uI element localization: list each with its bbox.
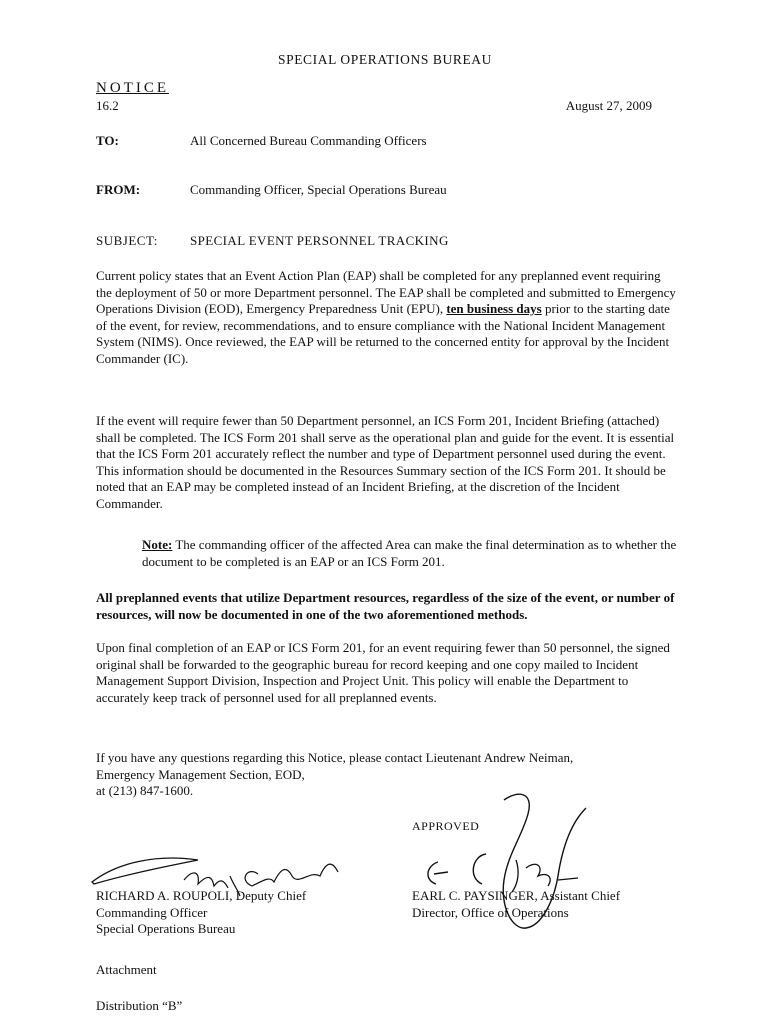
- to-label: TO:: [96, 133, 119, 148]
- left-signer-title: Commanding Officer: [96, 904, 208, 920]
- approved-label: APPROVED: [412, 819, 480, 833]
- from-value: Commanding Officer, Special Operations Bureau: [190, 182, 447, 197]
- right-signer-title: Director, Office of Operations: [412, 904, 569, 920]
- from-label: FROM:: [96, 182, 141, 197]
- notice-title: NOTICE: [96, 80, 169, 96]
- paragraph-eap-policy: Current policy states that an Event Action Plan (EAP) shall be completed for any preplanned event requiring the deployment of 50 or more Department personnel. The EAP shall be completed and submitted to Emergency Operations Division (EOD), Emergency Preparedness Unit (EPU), ten business days prior to the starting date of the event, for review, recommendations, and to ensure compliance with the National Incident Management System (NIMS). Once reviewed, the EAP will be returned to the concerned entity for approval by the Incident Commander (IC).: [96, 268, 676, 366]
- subject-value: SPECIAL EVENT PERSONNEL TRACKING: [190, 233, 449, 248]
- paragraph-ics-form: If the event will require fewer than 50 Department personnel, an ICS Form 201, Incident Briefing (attached) shall be completed. The ICS Form 201 shall serve as the operational plan and guide for the event. It is essential that the ICS Form 201 accurately reflect the number and type of Department personnel used during the event. This information should be documented in the Resources Summary section of the ICS Form 201. It should be noted that an EAP may be completed instead of an Incident Briefing, at the discretion of the Incident Commander.: [96, 413, 675, 511]
- bureau-heading: SPECIAL OPERATIONS BUREAU: [277, 52, 493, 67]
- distribution-line: Distribution “B”: [96, 998, 183, 1013]
- left-signer-name: RICHARD A. ROUPOLI, Deputy Chief: [96, 888, 307, 903]
- notice-date: August 27, 2009: [565, 98, 652, 113]
- contact-paragraph: If you have any questions regarding this Notice, please contact Lieutenant Andrew Neiman, Emergency Management Section, EOD, at (213) 847-1600.: [96, 750, 574, 799]
- bold-policy-statement: All preplanned events that utilize Department resources, regardless of the size of the event, or number of resources, will now be documented in one of the two aforementioned methods.: [96, 590, 675, 622]
- note-paragraph: Note: The commanding officer of the affected Area can make the final determination as to whether the document to be completed is an EAP or an ICS Form 201.: [142, 537, 677, 569]
- paragraph-completion: Upon final completion of an EAP or ICS Form 201, for an event requiring fewer than 50 personnel, the signed original shall be forwarded to the geographic bureau for record keeping and one copy mailed to Incident Management Support Division, Inspection and Project Unit. This policy will enable the Department to accurately keep track of personnel used for all preplanned events.: [96, 640, 670, 705]
- attachment-line: Attachment: [96, 962, 157, 977]
- note-label: Note:: [142, 537, 173, 552]
- right-signer-name: EARL C. PAYSINGER, Assistant Chief: [412, 888, 621, 903]
- left-signature-block: [96, 888, 306, 938]
- notice-number: 16.2: [96, 98, 119, 113]
- emphasis-ten-business-days: ten business days: [446, 301, 542, 317]
- left-signer-unit: Special Operations Bureau: [96, 921, 236, 937]
- subject-label: SUBJECT:: [96, 233, 158, 248]
- to-value: All Concerned Bureau Commanding Officers: [190, 133, 427, 148]
- right-signature-block: [412, 888, 620, 921]
